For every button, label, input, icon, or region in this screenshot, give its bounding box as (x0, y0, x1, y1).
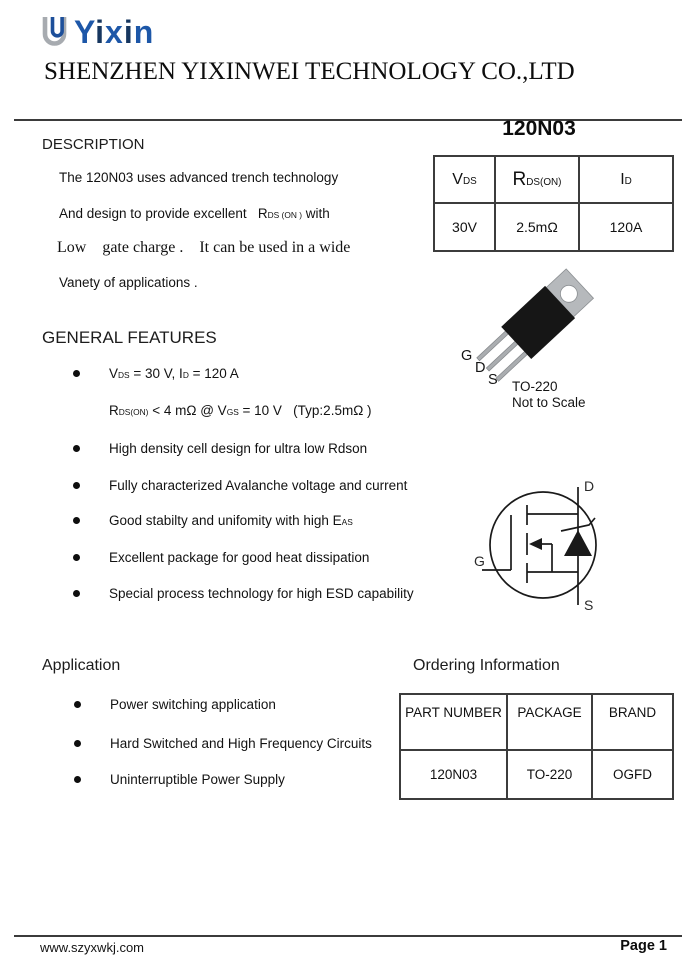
feature-item: RDS(ON) < 4 mΩ @ VGS = 10 V (Typ:2.5mΩ ) (109, 403, 372, 418)
ordering-value-part: 120N03 (400, 750, 507, 799)
company-name: SHENZHEN YIXINWEI TECHNOLOGY CO.,LTD (44, 58, 575, 85)
ordering-value-package: TO-220 (507, 750, 592, 799)
package-pin-label-s: S (488, 372, 498, 388)
symbol-body-diode (564, 530, 592, 556)
spec-header-rdson: RDS(ON) (495, 156, 579, 203)
footer-page-number: Page 1 (620, 938, 667, 954)
footer-rule (14, 935, 682, 937)
description-line: Low gate charge . It can be used in a wide (57, 239, 351, 256)
feature-item: High density cell design for ultra low Rdson (109, 441, 367, 456)
spec-header-vds: VDS (434, 156, 495, 203)
symbol-drain-label: D (584, 478, 595, 494)
ordering-header-brand: BRAND (592, 694, 673, 750)
bullet-icon (73, 482, 80, 489)
symbol-gate-label: G (474, 553, 485, 569)
mosfet-symbol-image (450, 450, 660, 635)
feature-item: Special process technology for high ESD capability (109, 586, 414, 601)
brand-text: Yixin (74, 14, 155, 50)
application-heading: Application (42, 657, 121, 674)
bullet-icon (74, 776, 81, 783)
spec-header-id: ID (579, 156, 673, 203)
bullet-icon (73, 554, 80, 561)
part-number-title: 120N03 (502, 117, 576, 140)
ordering-heading: Ordering Information (413, 657, 560, 674)
bullet-icon (73, 370, 80, 377)
symbol-body-arrow (529, 538, 542, 550)
package-scale-note: Not to Scale (512, 395, 586, 410)
ordering-table (399, 693, 674, 800)
spec-value-rdson: 2.5mΩ (495, 203, 579, 251)
company-logo (40, 14, 154, 52)
features-heading: GENERAL FEATURES (42, 328, 217, 347)
package-pin-label-g: G (461, 348, 473, 364)
footer-website: www.szyxwkj.com (40, 940, 145, 955)
logo-u-icon (40, 14, 68, 52)
ordering-value-brand: OGFD (592, 750, 673, 799)
application-item: Hard Switched and High Frequency Circuits (110, 736, 372, 751)
ordering-header-package: PACKAGE (507, 694, 592, 750)
bullet-icon (74, 701, 81, 708)
symbol-source-label: S (584, 597, 594, 613)
bullet-icon (74, 740, 81, 747)
to220-package-image (445, 258, 630, 398)
feature-item: Good stabilty and unifomity with high EAS (109, 513, 353, 528)
description-heading: DESCRIPTION (42, 136, 145, 153)
feature-item: Fully characterized Avalanche voltage and current (109, 478, 407, 493)
package-pin-label-d: D (475, 360, 486, 376)
application-item: Power switching application (110, 697, 276, 712)
feature-item: Excellent package for good heat dissipation (109, 550, 369, 565)
bullet-icon (73, 590, 80, 597)
package-name-label: TO-220 (512, 379, 558, 394)
ordering-header-part: PART NUMBER (400, 694, 507, 750)
spec-table (433, 155, 674, 252)
description-line: Vanety of applications . (59, 275, 198, 290)
application-item: Uninterruptible Power Supply (110, 772, 285, 787)
feature-item: VDS = 30 V, ID = 120 A (109, 366, 239, 381)
description-line: The 120N03 uses advanced trench technology (59, 170, 339, 185)
description-line: And design to provide excellent RDS (ON ) with (59, 206, 330, 221)
spec-value-id: 120A (579, 203, 673, 251)
bullet-icon (73, 445, 80, 452)
spec-value-vds: 30V (434, 203, 495, 251)
bullet-icon (73, 517, 80, 524)
